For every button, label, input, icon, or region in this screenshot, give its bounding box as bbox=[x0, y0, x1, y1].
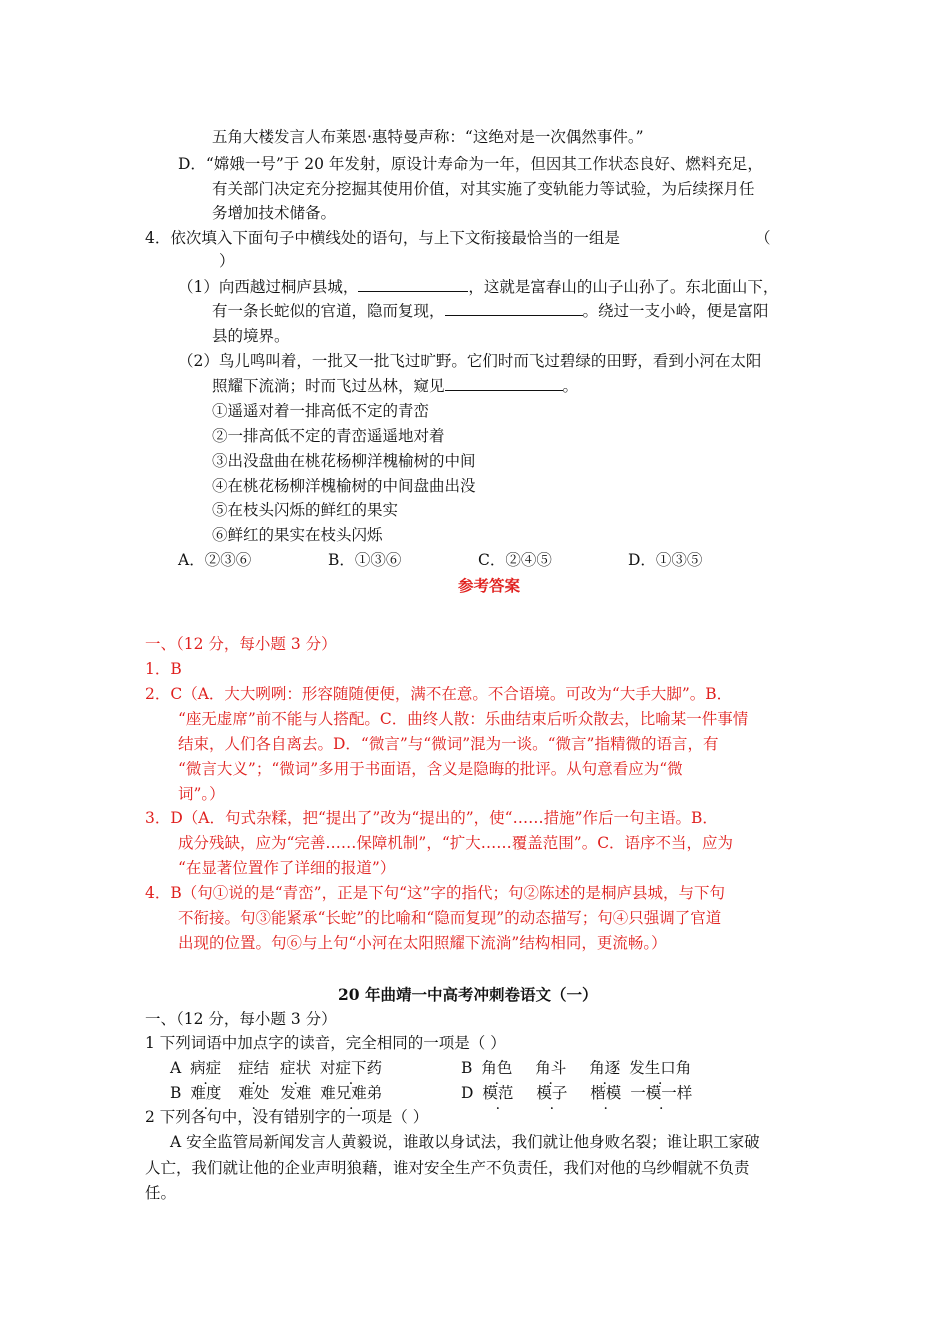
q1-b-word-3: 发难 bbox=[280, 1084, 312, 1102]
sentence-option-6: ⑥鲜红的果实在枝头闪烁 bbox=[212, 526, 383, 544]
answer-line-6: 词”。） bbox=[178, 785, 225, 803]
choice-b[interactable]: B．①③⑥ bbox=[328, 551, 402, 569]
q1-c-word-4: 发生口角 bbox=[629, 1059, 692, 1077]
q1-c-word-2: 角斗 bbox=[535, 1059, 567, 1077]
q1-a-word-2: 症结 bbox=[238, 1059, 270, 1077]
q1-b-word-4: 难兄难弟 bbox=[320, 1084, 383, 1102]
answer-line-10: 4．B（句①说的是“青峦”，正是下句“这”字的指代；句②陈述的是桐庐县城，与下句 bbox=[145, 884, 725, 902]
q2-option-a-line-2: 人亡，我们就让他的企业声明狼藉，谁对安全生产不负责任，我们对他的乌纱帽就不负责 bbox=[145, 1159, 750, 1177]
exam-title: 20 年曲靖一中高考冲刺卷语文（一） bbox=[338, 985, 598, 1004]
choice-a[interactable]: A．②③⑥ bbox=[178, 551, 252, 569]
option-d-line-1: D．“嫦娥一号”于 20 年发射，原设计寿命为一年，但因其工作状态良好、燃料充足， bbox=[178, 155, 763, 173]
answers-title: 参考答案 bbox=[458, 576, 521, 595]
answer-line-11: 不衔接。句③能紧承“长蛇”的比喻和“隐而复现”的动态描写；句④只强调了官道 bbox=[178, 909, 722, 927]
q1-option-a-label: A bbox=[170, 1059, 182, 1077]
passage-2-line-2 bbox=[212, 376, 578, 396]
sentence-option-2: ②一排高低不定的青峦遥遥地对着 bbox=[212, 427, 445, 445]
option-c-continuation: 五角大楼发言人布莱恩·惠特曼声称：“这绝对是一次偶然事件。” bbox=[212, 128, 644, 146]
sentence-option-5: ⑤在枝头闪烁的鲜红的果实 bbox=[212, 501, 399, 519]
sentence-option-3: ③出没盘曲在桃花杨柳洋槐榆树的中间 bbox=[212, 452, 476, 470]
passage-1-text-d: 。绕过一支小岭，便是富阳 bbox=[582, 302, 769, 320]
answer-line-8: 成分残缺，应为“完善……保障机制”，“扩大……覆盖范围”。C．语序不当，应为 bbox=[178, 834, 734, 852]
question-4-stem: 4．依次填入下面句子中横线处的语句，与上下文衔接最恰当的一组是 bbox=[145, 229, 620, 247]
answer-line-5: “微言大义”；“微词”多用于书面语，含义是隐晦的批评。从句意看应为“微 bbox=[178, 760, 683, 778]
q1-a-word-1: 病症 bbox=[190, 1059, 222, 1077]
answer-line-2: 2．C（A．大大咧咧：形容随随便便，满不在意。不合语境。可改为“大手大脚”。B． bbox=[145, 685, 733, 703]
q1-option-a[interactable] bbox=[170, 1058, 382, 1078]
q1-d-word-3: 楷模 bbox=[590, 1084, 622, 1102]
fill-blank-3[interactable] bbox=[445, 376, 563, 391]
q1-c-word-3: 角逐 bbox=[589, 1059, 621, 1077]
passage-1-text-b: ，这就是富春山的山子山孙了。东北面山下， bbox=[468, 278, 779, 296]
answer-paren-close: ） bbox=[219, 252, 235, 270]
q1-d-word-1: 模范 bbox=[482, 1084, 514, 1102]
q1-option-b[interactable] bbox=[170, 1083, 382, 1103]
question-1-stem: 1 下列词语中加点字的读音，完全相同的一项是（ ） bbox=[145, 1034, 506, 1052]
answer-line-7: 3．D（A．句式杂糅，把“提出了”改为“提出的”，使“……措施”作后一句主语。B． bbox=[145, 809, 718, 827]
option-d-line-3: 务增加技术储备。 bbox=[212, 204, 337, 222]
q2-option-a-line-3: 任。 bbox=[145, 1184, 177, 1202]
choice-d[interactable]: D．①③⑤ bbox=[628, 551, 703, 569]
question-2-stem: 2 下列各句中，没有错别字的一项是（ ） bbox=[145, 1108, 429, 1126]
fill-blank-2[interactable] bbox=[445, 301, 583, 316]
q1-a-word-3: 症状 bbox=[280, 1059, 312, 1077]
answers-section: 一、（12 分，每小题 3 分） bbox=[145, 635, 337, 653]
sentence-option-4: ④在桃花杨柳洋槐榆树的中间盘曲出没 bbox=[212, 477, 476, 495]
q1-option-b-label: B bbox=[170, 1084, 182, 1102]
q1-option-d-label: D bbox=[461, 1084, 474, 1102]
q1-c-word-1: 角色 bbox=[481, 1059, 513, 1077]
passage-2-line-1: （2）鸟儿鸣叫着，一批又一批飞过旷野。它们时而飞过碧绿的田野，看到小河在太阳 bbox=[178, 352, 762, 370]
q2-option-a-line-1: A 安全监管局新闻发言人黄毅说，谁敢以身试法，我们就让他身败名裂；谁让职工家破 bbox=[170, 1133, 760, 1151]
passage-1-text-a: （1）向西越过桐庐县城， bbox=[178, 278, 359, 296]
q1-d-word-4: 一模一样 bbox=[630, 1084, 693, 1102]
answer-line-4: 结束，人们各自离去。D．“微言”与“微词”混为一谈。“微言”指精微的语言，有 bbox=[178, 735, 719, 753]
q1-a-word-4: 对症下药 bbox=[320, 1059, 383, 1077]
q1-option-d[interactable] bbox=[461, 1083, 692, 1103]
q1-b-word-1: 难度 bbox=[190, 1084, 222, 1102]
q1-option-c-label: B bbox=[461, 1059, 473, 1077]
q1-b-word-2: 难处 bbox=[238, 1084, 270, 1102]
q1-d-word-2: 模子 bbox=[536, 1084, 568, 1102]
option-d-line-2: 有关部门决定充分挖掘其使用价值，对其实施了变轨能力等试验，为后续探月任 bbox=[212, 180, 755, 198]
choice-c[interactable]: C．②④⑤ bbox=[478, 551, 552, 569]
answer-line-3: “座无虚席”前不能与人搭配。C．曲终人散：乐曲结束后听众散去，比喻某一件事情 bbox=[178, 710, 749, 728]
passage-1-line-3: 县的境界。 bbox=[212, 327, 290, 345]
passage-1-line-1 bbox=[178, 277, 778, 297]
answer-paren-open: （ bbox=[755, 229, 771, 247]
answer-line-9: “在显著位置作了详细的报道”） bbox=[178, 859, 396, 877]
answer-line-12: 出现的位置。句⑥与上句“小河在太阳照耀下流淌”结构相同，更流畅。） bbox=[178, 934, 667, 952]
sentence-option-1: ①遥遥对着一排高低不定的青峦 bbox=[212, 402, 430, 420]
passage-1-text-c: 有一条长蛇似的官道，隐而复现， bbox=[212, 302, 445, 320]
passage-2-text-b: 照耀下流淌；时而飞过丛林，窥见 bbox=[212, 377, 445, 395]
exam-section: 一、（12 分，每小题 3 分） bbox=[145, 1010, 337, 1028]
answer-line-1: 1．B bbox=[145, 660, 182, 678]
passage-2-text-c: 。 bbox=[562, 377, 579, 395]
passage-1-line-2 bbox=[212, 301, 769, 321]
fill-blank-1[interactable] bbox=[358, 277, 468, 292]
q1-option-c[interactable] bbox=[461, 1058, 691, 1078]
